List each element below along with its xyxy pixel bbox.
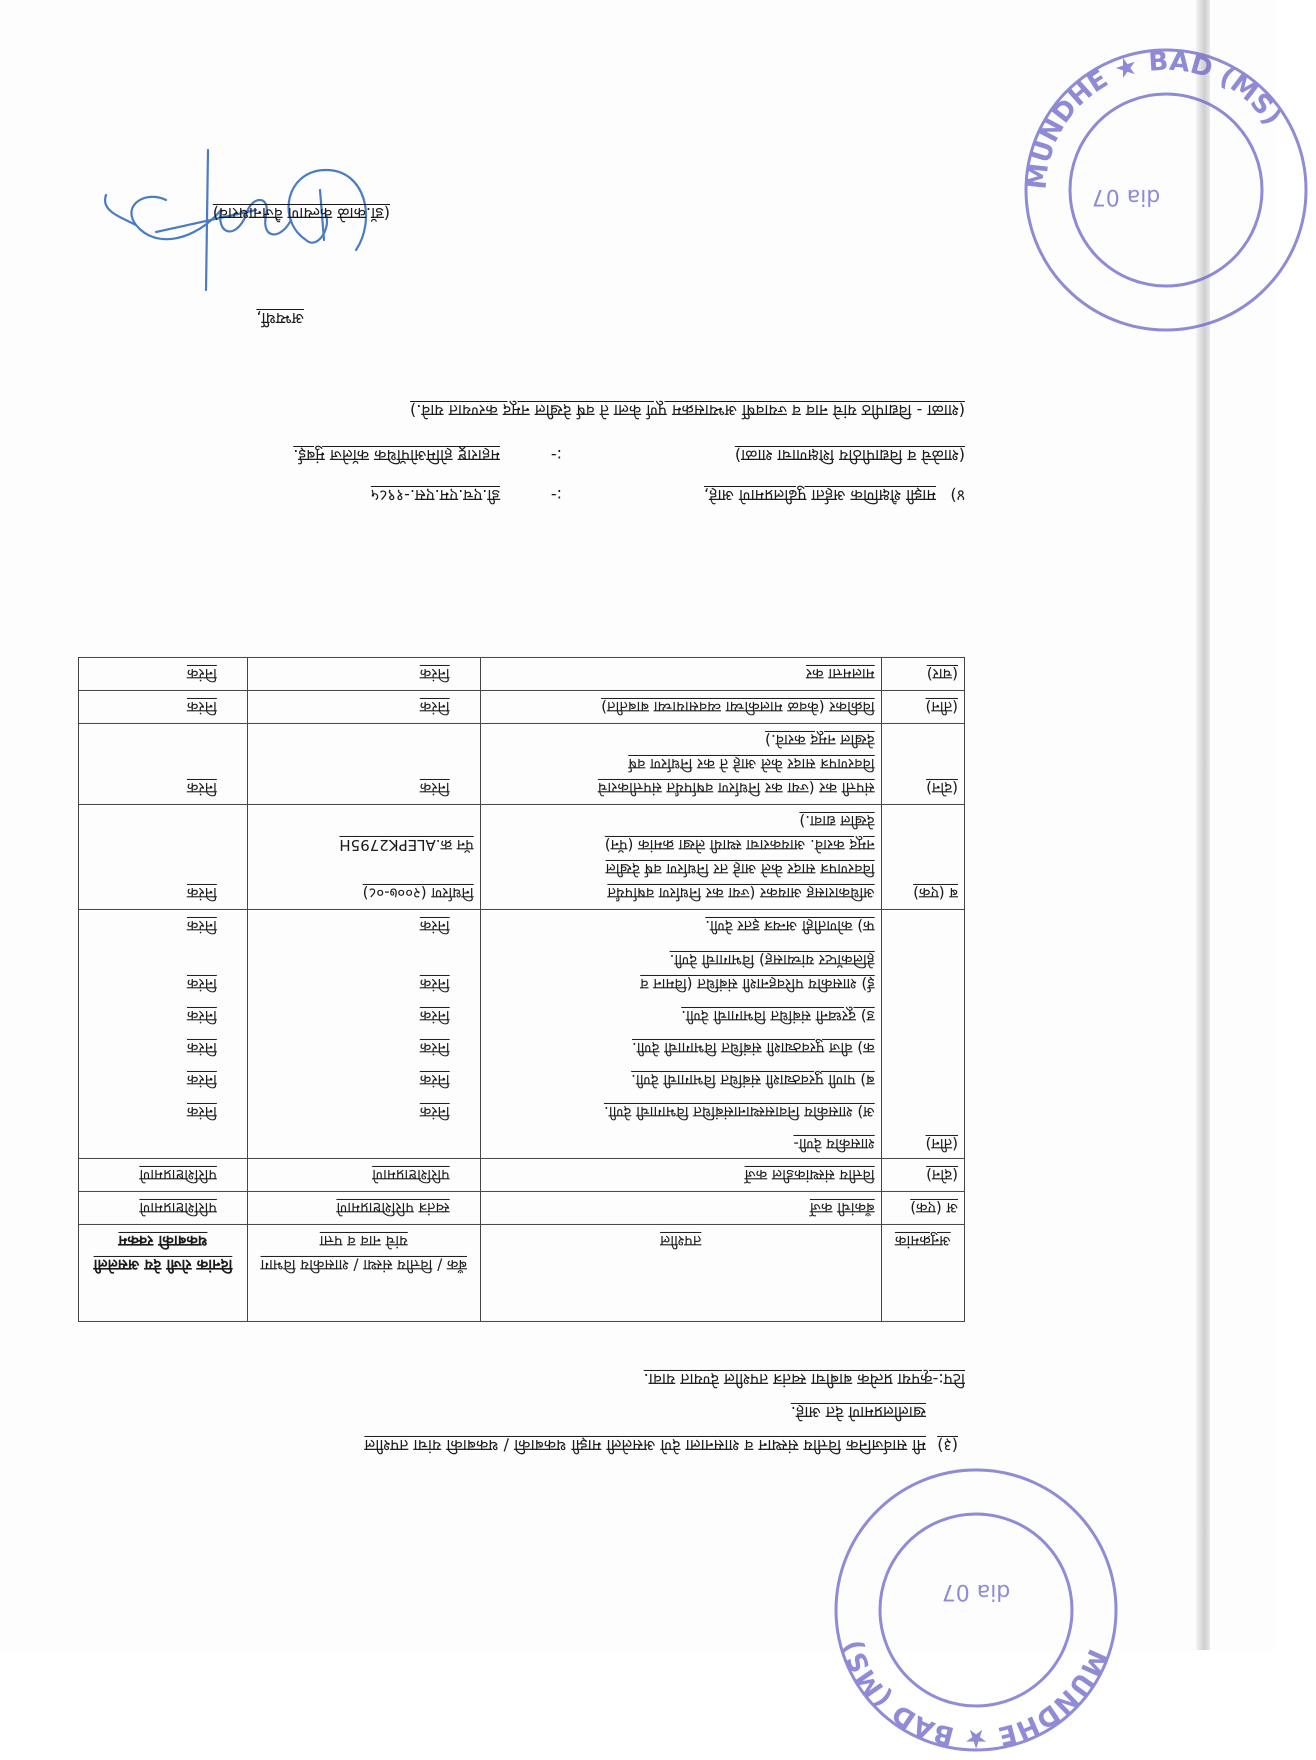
table-row xyxy=(79,1159,965,1192)
detail-line: हेलिकॉप्टर यांच्यासह) विभागाची देणी. xyxy=(669,951,875,969)
section3-heading-line2: खालीलप्रमाणे देत आहे. xyxy=(790,1403,926,1422)
cell-institution xyxy=(247,1030,480,1062)
cell-institution xyxy=(247,1192,480,1225)
cell-detail xyxy=(480,1062,881,1094)
seal-stamp-top xyxy=(826,1460,1126,1760)
section3-heading-line1: मी सार्वजनिक वित्तीय संस्थान व शासनाला देणे असलेली माझी थकबाकी / थकबाकी यांचा तपशील xyxy=(364,1436,926,1455)
cell-detail xyxy=(480,1126,881,1159)
candidate-label: अभ्यर्थी, xyxy=(256,309,304,328)
cell-amount: निरंक xyxy=(79,942,248,998)
cell-institution xyxy=(247,1159,480,1192)
svg-text:dia 07: dia 07 xyxy=(1091,184,1161,209)
detail-line: देखील द्यावा.) xyxy=(799,812,875,830)
cell-serial xyxy=(881,1094,964,1126)
cell-amount: परिशिष्टाप्रमाणे xyxy=(79,1192,248,1225)
detail-line: क) वीज पुरवठ्याशी संबंधित विभागाची देणी. xyxy=(631,1039,875,1057)
detail-line: मालमत्ता कर xyxy=(806,665,875,683)
institution-line: निरंक xyxy=(419,698,450,716)
cell-serial: (तीन) xyxy=(881,691,964,724)
institution-line: स्वतंत्र परिशिष्टाप्रमाणे xyxy=(336,1199,450,1217)
detail-line: विक्रीकर (केवळ मालकीच्या व्यवसायाच्या बाबतीत) xyxy=(601,698,875,716)
cell-detail xyxy=(480,998,881,1030)
table-row xyxy=(79,1126,965,1159)
cell-institution xyxy=(247,658,480,691)
cell-detail xyxy=(480,910,881,943)
svg-text:dia 07: dia 07 xyxy=(941,1579,1011,1604)
handwritten-signature xyxy=(96,150,386,310)
seal-stamp-bottom xyxy=(1016,40,1316,340)
institution-line: पॅन क्र.ALEPK2795H xyxy=(339,836,474,854)
cell-serial: अ (एक) xyxy=(881,1192,964,1225)
cell-serial: (चार) xyxy=(881,658,964,691)
detail-line: नमूद करावे. आयकराचा स्थायी लेखा क्रमांक (पॅन) xyxy=(604,836,875,854)
institution-line: परिशिष्टाप्रमाणे xyxy=(372,1166,450,1184)
candidate-name: (डॉ.काळे कल्याण वैजनाथराव) xyxy=(212,204,390,223)
institution-line xyxy=(254,1132,450,1156)
cell-institution xyxy=(247,1094,480,1126)
cell-amount: निरंक xyxy=(79,1030,248,1062)
section4-note: (शाळा - विद्यापीठ यांचे नाव व ज्यावर्षी अभ्यासक्रम पूर्ण केला ते वर्ष देखील नमूद करण्यात यावे.) xyxy=(409,401,965,420)
table-row xyxy=(79,805,965,910)
cell-serial xyxy=(881,1030,964,1062)
cell-institution xyxy=(247,998,480,1030)
detail-line: ई) शासकीय परिवहनाशी संबंधित (विमान व xyxy=(640,975,875,993)
institution-line: निरंक xyxy=(419,665,450,683)
header-detail: तपशील xyxy=(480,1225,881,1322)
table-row xyxy=(79,1192,965,1225)
cell-institution xyxy=(247,691,480,724)
header-institution: बँक / वित्तीय संस्था / शासकीय विभाग यांचे नाव व पत्ता xyxy=(247,1225,480,1322)
header-serial: अनुक्रमांक xyxy=(881,1225,964,1322)
cell-serial: (तीन) xyxy=(881,1126,964,1159)
cell-detail xyxy=(480,1094,881,1126)
cell-serial: ब (एक) xyxy=(881,805,964,910)
cell-institution xyxy=(247,724,480,805)
cell-amount: परिशिष्टाप्रमाणे xyxy=(79,1159,248,1192)
cell-detail xyxy=(480,1030,881,1062)
institution-line: निरंक xyxy=(419,1039,450,1057)
detail-line: फ) कोणतीही अन्यत्र इतर देणी. xyxy=(705,917,875,935)
section4-value-institution: महाराष्ट्र होमिओपॅथिक कॉलेज मुंबई. xyxy=(293,446,500,465)
table-row xyxy=(79,1062,965,1094)
table-row xyxy=(79,658,965,691)
cell-amount: निरंक xyxy=(79,998,248,1030)
cell-detail xyxy=(480,805,881,910)
institution-line: निरंक xyxy=(419,1007,450,1025)
cell-amount: निरंक xyxy=(79,691,248,724)
cell-amount: निरंक xyxy=(79,658,248,691)
cell-institution xyxy=(247,1126,480,1159)
cell-institution xyxy=(247,942,480,998)
section4-separator: :- xyxy=(550,486,562,505)
cell-amount: निरंक xyxy=(79,1094,248,1126)
table-header-row xyxy=(79,1225,965,1322)
institution-line: निरंक xyxy=(419,1103,450,1121)
detail-line: वित्तीय संस्थांकडील कर्जे xyxy=(744,1166,875,1184)
institution-line: निरंक xyxy=(419,975,450,993)
detail-line: विवरणपत्र सादर केले आहे तर निर्धारण वर्ष देखील xyxy=(605,860,875,878)
cell-institution xyxy=(247,1062,480,1094)
cell-detail xyxy=(480,1192,881,1225)
detail-line: संपत्ती कर (ज्या कर निर्धारण वर्षापर्यंत संपत्तीकराचे xyxy=(597,779,875,797)
cell-institution xyxy=(247,805,480,910)
institution-line: निरंक xyxy=(419,917,450,935)
cell-amount: निरंक xyxy=(79,910,248,943)
svg-text:MUNDHE ★ BAD (MS): MUNDHE ★ BAD (MS) xyxy=(1022,46,1288,191)
section3-note: टिप:-कृपया प्रत्येक बाबीचा स्वतंत्र तपशील देण्यात यावा. xyxy=(643,1370,965,1389)
cell-detail xyxy=(480,942,881,998)
cell-detail xyxy=(480,1159,881,1192)
detail-line: ड) दूरध्वनी संबंधित विभागाची देणी. xyxy=(681,1007,875,1025)
cell-serial xyxy=(881,998,964,1030)
institution-line xyxy=(254,857,474,881)
svg-text:MUNDHE ★ BAD (MS): MUNDHE ★ BAD (MS) xyxy=(837,1636,1112,1754)
cell-detail xyxy=(480,691,881,724)
cell-serial: (दोन) xyxy=(881,724,964,805)
detail-line: बँकांची कर्जे xyxy=(809,1199,875,1217)
header-amount: दिनांक रोजी देय असलेली थकबाकी रक्कम xyxy=(79,1225,248,1322)
dues-table xyxy=(78,657,965,1322)
section4-number: ४) xyxy=(950,486,965,505)
cell-detail xyxy=(480,724,881,805)
cell-serial xyxy=(881,1062,964,1094)
section4-label-qualification: माझी शैक्षणिक अर्हता पुढीलप्रमाणे आहे, xyxy=(703,486,936,505)
institution-line: निर्धारण (२००७-०८) xyxy=(362,884,474,902)
table-row xyxy=(79,998,965,1030)
section4-separator: :- xyxy=(550,446,562,465)
detail-line: अ) शासकीय निवासस्थानासंबंधित विभागाची देणी. xyxy=(603,1103,875,1121)
cell-institution xyxy=(247,910,480,943)
detail-line: अधिकारासह आयकर (ज्या कर निर्धारण वर्षापर्यंत xyxy=(607,884,875,902)
cell-amount: निरंक xyxy=(79,724,248,805)
table-row xyxy=(79,1094,965,1126)
cell-serial xyxy=(881,942,964,998)
cell-amount xyxy=(79,1126,248,1159)
institution-line: निरंक xyxy=(419,1071,450,1089)
cell-amount: निरंक xyxy=(79,1062,248,1094)
table-row xyxy=(79,942,965,998)
cell-serial xyxy=(881,910,964,943)
section4-label-institution: (शाळेचे व विद्यापीठीय शिक्षणाचा शाळा) xyxy=(734,446,965,465)
cell-serial: (दोन) xyxy=(881,1159,964,1192)
table-row xyxy=(79,724,965,805)
table-row xyxy=(79,691,965,724)
table-row xyxy=(79,910,965,943)
detail-line: विवरणपत्र सादर केले आहे ते कर निर्धारण वर्ष xyxy=(628,755,875,773)
detail-line: शासकीय देणी- xyxy=(793,1135,875,1153)
detail-line: ब) पाणी पुरवठ्याशी संबंधित विभागाची देणी. xyxy=(631,1071,875,1089)
detail-line: देखील नमूद करावे.) xyxy=(765,731,875,749)
section4-value-qualification: डी.एच.एम.एस.-१९८५ xyxy=(370,486,500,505)
institution-line: निरंक xyxy=(419,779,450,797)
cell-amount: निरंक xyxy=(79,805,248,910)
table-row xyxy=(79,1030,965,1062)
cell-detail xyxy=(480,658,881,691)
section3-number: (३) xyxy=(937,1436,958,1455)
